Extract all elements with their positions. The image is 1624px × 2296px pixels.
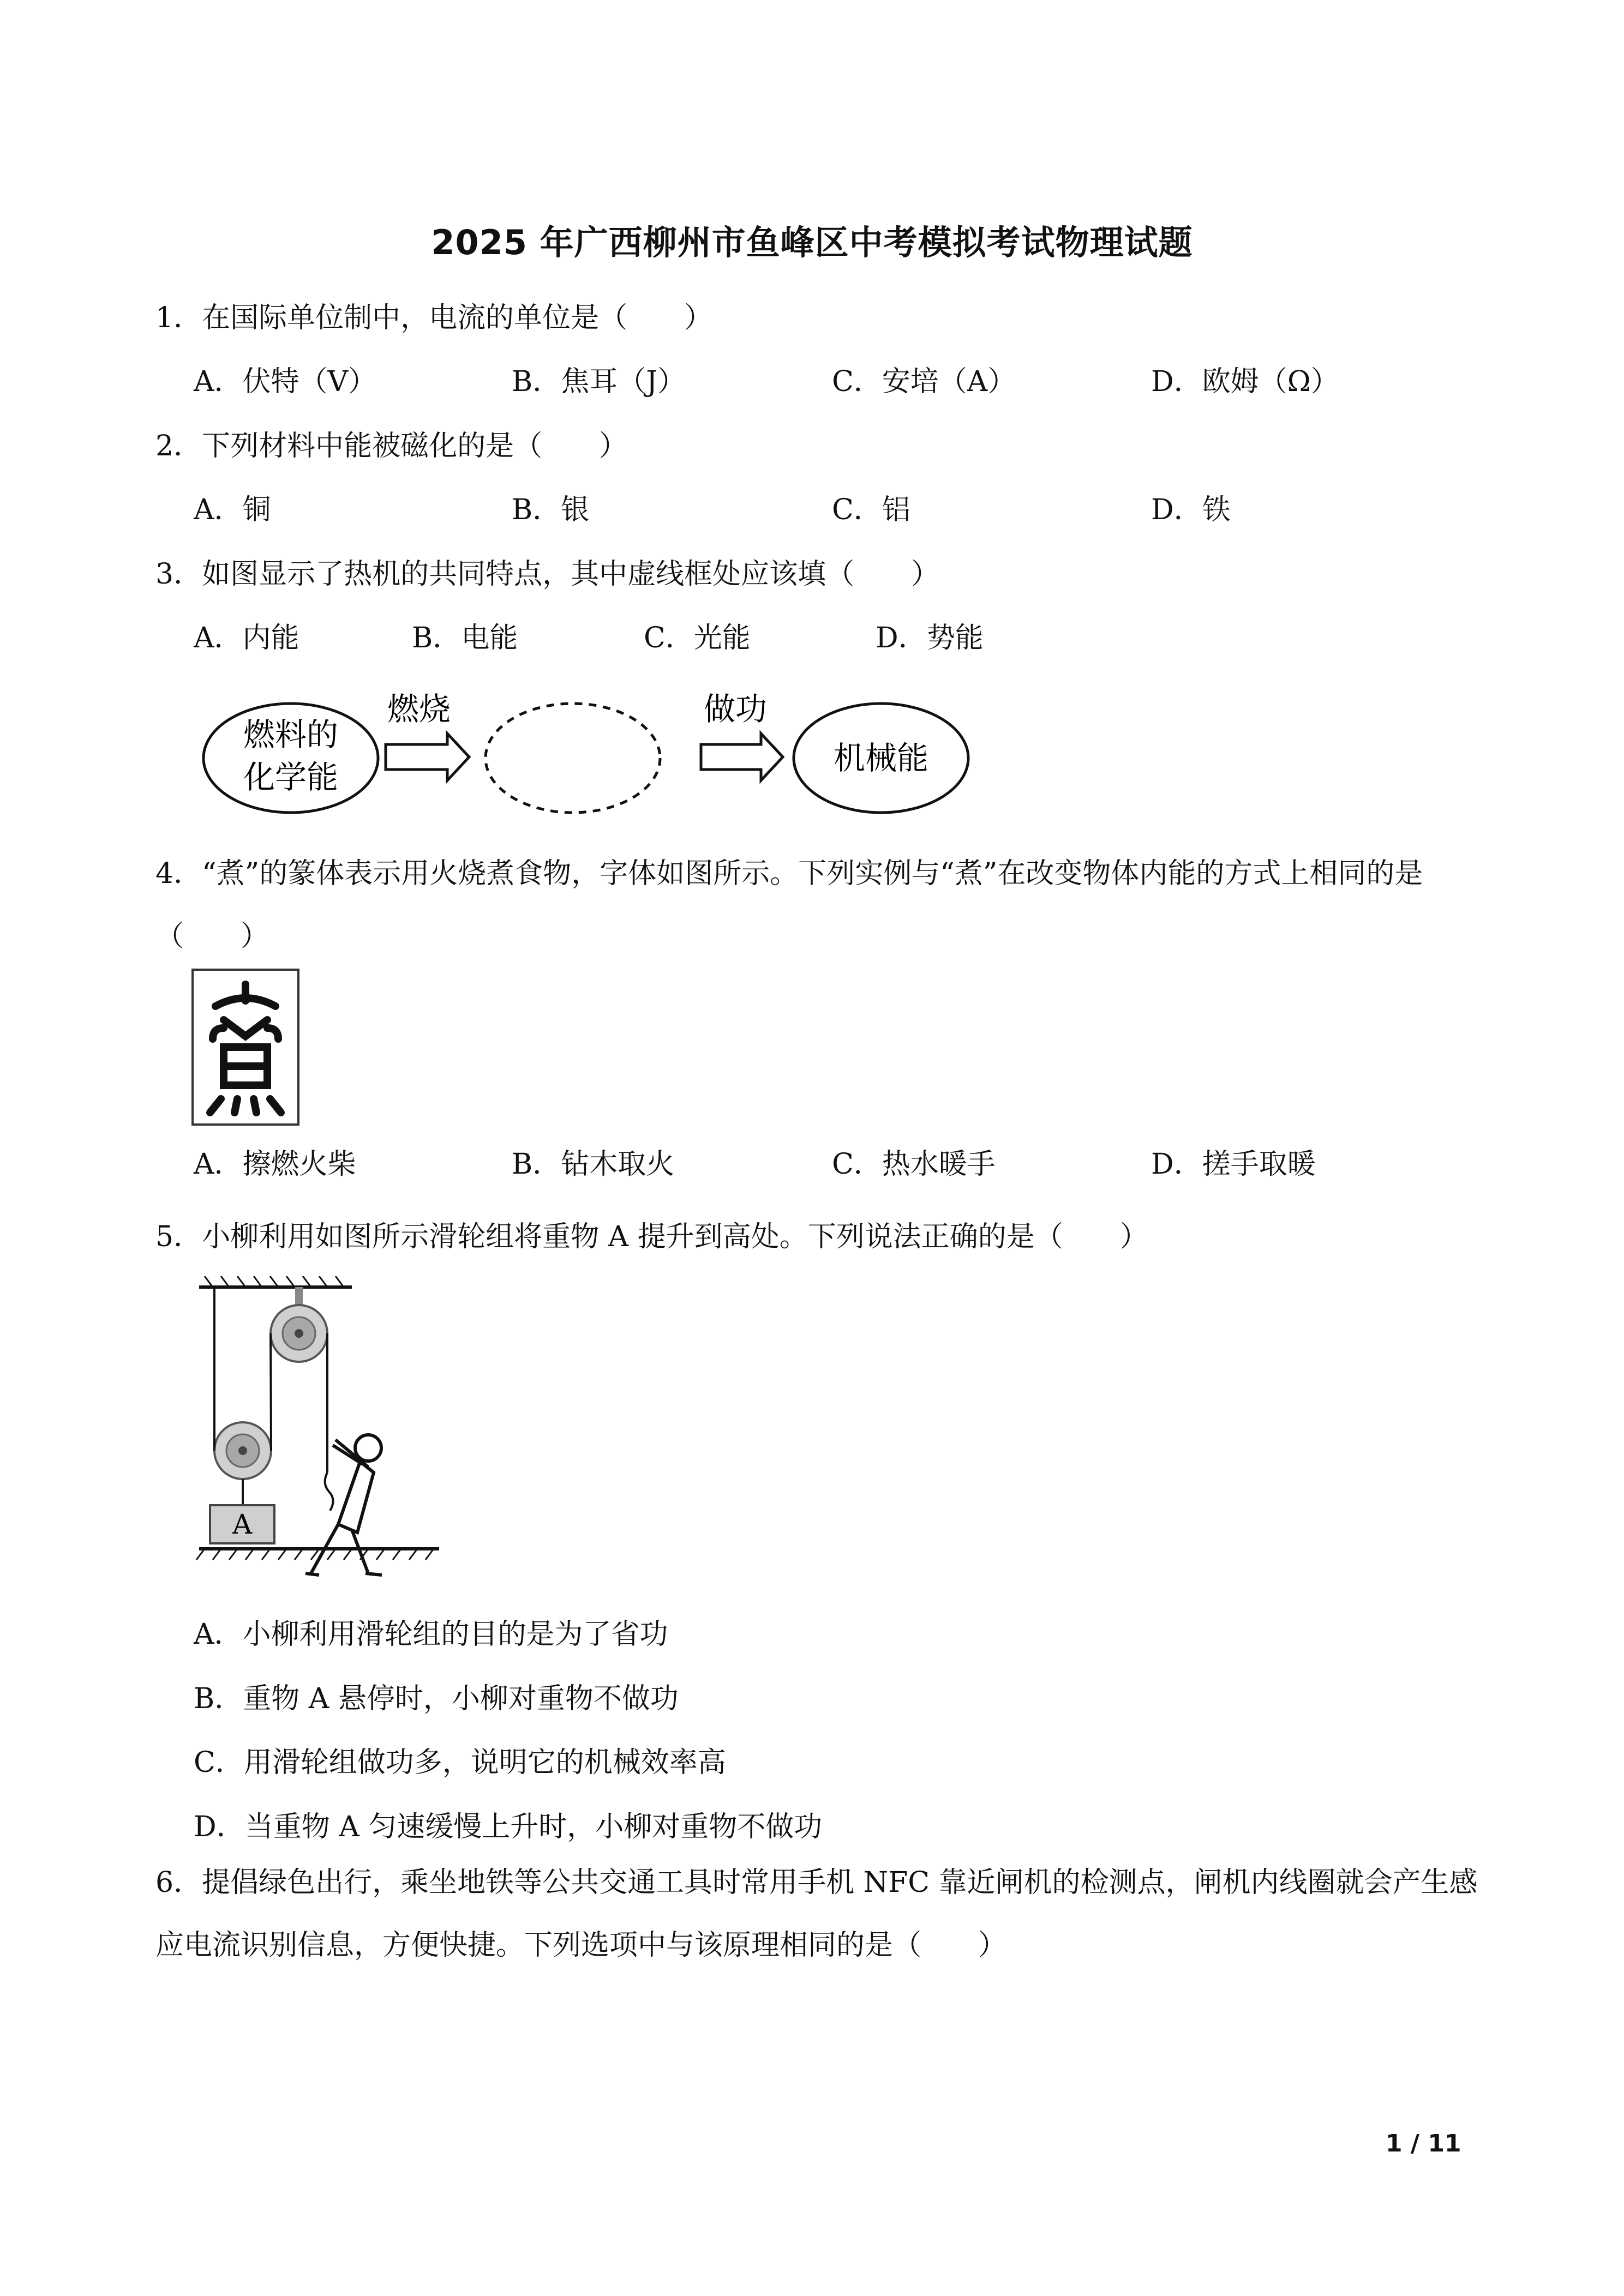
question-5-option-d: D．当重物 A 匀速缓慢上升时，小柳对重物不做功 <box>194 1811 823 1843</box>
question-1-option-c: C．安培（A） <box>832 365 1016 398</box>
question-4-stem: 4．“煮”的篆体表示用火烧煮食物，字体如图所示。下列实例与“煮”在改变物体内能的方式上相同的是（ ） <box>155 857 1423 953</box>
box1-line2-label: 化学能 <box>243 759 339 796</box>
box3-label: 机械能 <box>833 740 929 777</box>
work-arrow-label: 做功 <box>704 690 768 728</box>
burning-arrow-label: 燃烧 <box>387 690 451 728</box>
question-2-option-a: A．铜 <box>194 494 271 526</box>
question-3-option-b: B．电能 <box>412 622 518 654</box>
heat-engine-diagram <box>194 679 1012 818</box>
weight-a-label: A <box>232 1508 253 1540</box>
exam-title: 2025 年广西柳州市鱼峰区中考模拟考试物理试题 <box>431 223 1193 262</box>
question-4-option-c: C．热水暖手 <box>832 1148 996 1181</box>
person-pulling-icon <box>305 1435 382 1575</box>
question-2-stem: 2．下列材料中能被磁化的是（ ） <box>155 430 628 462</box>
question-4-option-b: B．钻木取火 <box>512 1148 675 1181</box>
blank-dashed-ellipse <box>486 704 660 813</box>
box1-line1-label: 燃料的 <box>243 716 339 753</box>
question-3-option-c: C．光能 <box>644 622 751 654</box>
question-1-option-a: A．伏特（V） <box>194 365 377 398</box>
question-3-option-d: D．势能 <box>876 622 984 654</box>
work-arrow-icon <box>701 734 783 780</box>
question-1-option-b: B．焦耳（J） <box>512 365 686 398</box>
page-number: 1 / 11 <box>1386 2130 1461 2157</box>
question-1-stem: 1．在国际单位制中，电流的单位是（ ） <box>155 302 713 334</box>
question-2-option-c: C．铝 <box>832 494 910 526</box>
question-6-stem: 6．提倡绿色出行，乘坐地铁等公共交通工具时常用手机 NFC 靠近闸机的检测点，闸机内线圈就会产生感应电流识别信息，方便快捷。下列选项中与该原理相同的是（ ） <box>155 1866 1478 1962</box>
question-4-option-a: A．擦燃火柴 <box>194 1148 356 1181</box>
question-5-stem: 5．小柳利用如图所示滑轮组将重物 A 提升到高处。下列说法正确的是（ ） <box>155 1221 1148 1253</box>
question-5-option-b: B．重物 A 悬停时，小柳对重物不做功 <box>194 1682 679 1715</box>
question-3-option-a: A．内能 <box>194 622 299 654</box>
question-2-option-b: B．银 <box>512 494 590 526</box>
seal-script-zhu-icon <box>191 968 300 1126</box>
burning-arrow-icon <box>386 734 469 780</box>
question-2-option-d: D．铁 <box>1151 494 1231 526</box>
question-5-option-a: A．小柳利用滑轮组的目的是为了省功 <box>194 1618 668 1651</box>
pulley-system-diagram <box>194 1276 456 1598</box>
question-4-option-d: D．搓手取暖 <box>1151 1148 1316 1181</box>
question-1-option-d: D．欧姆（Ω） <box>1151 365 1339 398</box>
question-3-stem: 3．如图显示了热机的共同特点，其中虚线框处应该填（ ） <box>155 558 940 591</box>
question-5-option-c: C．用滑轮组做功多，说明它的机械效率高 <box>194 1746 726 1779</box>
